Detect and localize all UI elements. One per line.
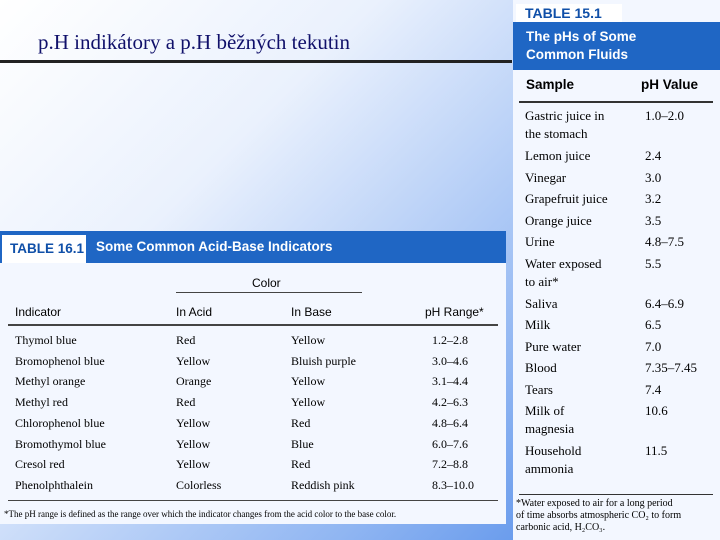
indicators-header-rule (8, 324, 498, 326)
acid-color: Colorless (176, 477, 222, 492)
indicator-row (0, 333, 506, 353)
base-color: Blue (291, 436, 314, 451)
fluids-col-header-ph: pH Value (641, 77, 699, 92)
base-color: Yellow (291, 395, 326, 410)
indicators-table-header-bar (0, 231, 506, 263)
fluids-footnote (516, 498, 720, 534)
acid-color: Yellow (176, 436, 211, 451)
base-color: Yellow (291, 374, 326, 389)
ph-range: 3.0–4.6 (432, 353, 468, 368)
fluid-ph-value: 7.4 (645, 381, 662, 397)
fluid-sample: Tears (525, 381, 553, 397)
fluid-ph-value: 11.5 (645, 443, 668, 458)
fluids-caption-line1: The pHs of Some (526, 29, 637, 44)
indicators-foot-rule (8, 500, 498, 501)
indicator-row (0, 437, 506, 457)
fluids-table (513, 0, 720, 540)
title-divider (0, 60, 512, 63)
indicator-row (0, 478, 506, 498)
ph-range: 3.1–4.4 (432, 374, 468, 389)
indicators-table-tag: TABLE 16.1 (2, 235, 86, 263)
fluids-caption-line2: Common Fluids (526, 47, 628, 62)
ph-range: 1.2–2.8 (432, 333, 468, 347)
indicator-name: Phenolphthalein (15, 477, 93, 492)
indicator-name: Chlorophenol blue (15, 415, 105, 430)
ph-range: 8.3–10.0 (432, 477, 474, 492)
ph-range: 4.8–6.4 (432, 415, 468, 430)
indicator-name: Bromophenol blue (15, 353, 105, 368)
base-color: Yellow (291, 333, 326, 347)
fluid-ph-value: 3.5 (645, 212, 662, 228)
color-group-header: Color (252, 276, 281, 290)
slide-title: p.H indikátory a p.H běžných tekutin (38, 30, 351, 54)
ph-range: 6.0–7.6 (432, 436, 468, 451)
indicator-row (0, 457, 506, 477)
acid-color: Yellow (176, 353, 211, 368)
indicator-row (0, 374, 506, 394)
fluid-sample: Milk (525, 317, 551, 332)
fluid-ph-value: 6.4–6.9 (645, 295, 684, 311)
fluids-table-caption-bar (513, 22, 720, 70)
fluid-sample: Vinegar (525, 169, 567, 185)
fluid-sample: Lemon juice (525, 148, 591, 163)
fluid-sample: Urine (525, 234, 555, 249)
fluid-sample: Saliva (525, 295, 558, 311)
col-header-indicator: Indicator (15, 305, 62, 319)
fluid-sample: Pure water (525, 338, 581, 354)
fluids-footnote-line2: of time absorbs atmospheric CO₂ to form (516, 510, 682, 521)
fluid-ph-value: 3.0 (645, 169, 662, 185)
indicators-table-caption: Some Common Acid-Base Indicators (96, 239, 333, 254)
acid-color: Red (176, 395, 196, 410)
indicator-name: Thymol blue (15, 333, 77, 347)
indicator-name: Cresol red (15, 457, 65, 472)
fluid-sample: Grapefruit juice (525, 191, 608, 206)
base-color: Bluish purple (291, 353, 356, 368)
base-color: Red (291, 457, 311, 472)
col-header-in-base: In Base (291, 305, 332, 319)
acid-color: Red (176, 333, 196, 347)
indicators-footnote: *The pH range is defined as the range over which the indicator changes from the acid color to the base color. (4, 509, 397, 519)
fluid-ph-value: 7.35–7.45 (645, 360, 697, 375)
fluid-sample: Orange juice (525, 212, 592, 228)
indicator-name: Methyl orange (15, 374, 86, 389)
fluid-ph-value: 4.8–7.5 (645, 234, 684, 249)
indicator-name: Bromothymol blue (15, 436, 106, 451)
acid-color: Yellow (176, 457, 211, 472)
fluid-sample-continued: to air* (525, 273, 559, 289)
fluid-sample: Blood (525, 360, 557, 375)
fluids-table-tag: TABLE 15.1 (525, 5, 602, 21)
fluid-ph-value: 6.5 (645, 317, 662, 332)
col-header-in-acid: In Acid (176, 305, 213, 319)
fluids-col-header-sample: Sample (526, 77, 575, 92)
indicator-row (0, 354, 506, 374)
fluids-foot-rule (519, 494, 713, 495)
fluid-ph-value: 2.4 (645, 148, 662, 163)
fluid-sample-continued: ammonia (525, 461, 574, 476)
indicator-row (0, 395, 506, 415)
fluid-sample: Milk of (525, 403, 565, 418)
fluid-sample: Household (525, 443, 582, 458)
fluid-ph-value: 10.6 (645, 403, 668, 418)
fluid-ph-value: 7.0 (645, 338, 662, 354)
acid-color: Yellow (176, 415, 211, 430)
fluids-footnote-line3: carbonic acid, H₂CO₃. (516, 522, 606, 533)
color-group-rule (176, 292, 362, 293)
fluid-sample: Water exposed (525, 255, 602, 271)
fluids-footnote-line1: *Water exposed to air for a long period (516, 498, 673, 509)
ph-range: 7.2–8.8 (432, 457, 468, 472)
fluids-header-rule (519, 101, 713, 103)
base-color: Red (291, 415, 311, 430)
col-header-ph-range: pH Range* (425, 305, 484, 319)
fluid-ph-value: 5.5 (645, 255, 662, 271)
fluid-sample-continued: the stomach (525, 126, 588, 141)
indicator-name: Methyl red (15, 395, 68, 410)
fluid-sample: Gastric juice in (525, 108, 605, 123)
ph-range: 4.2–6.3 (432, 395, 468, 410)
base-color: Reddish pink (291, 477, 355, 492)
fluid-ph-value: 1.0–2.0 (645, 108, 684, 123)
acid-color: Orange (176, 374, 212, 389)
fluid-sample-continued: magnesia (525, 421, 575, 436)
indicator-row (0, 416, 506, 436)
fluid-ph-value: 3.2 (645, 191, 662, 206)
